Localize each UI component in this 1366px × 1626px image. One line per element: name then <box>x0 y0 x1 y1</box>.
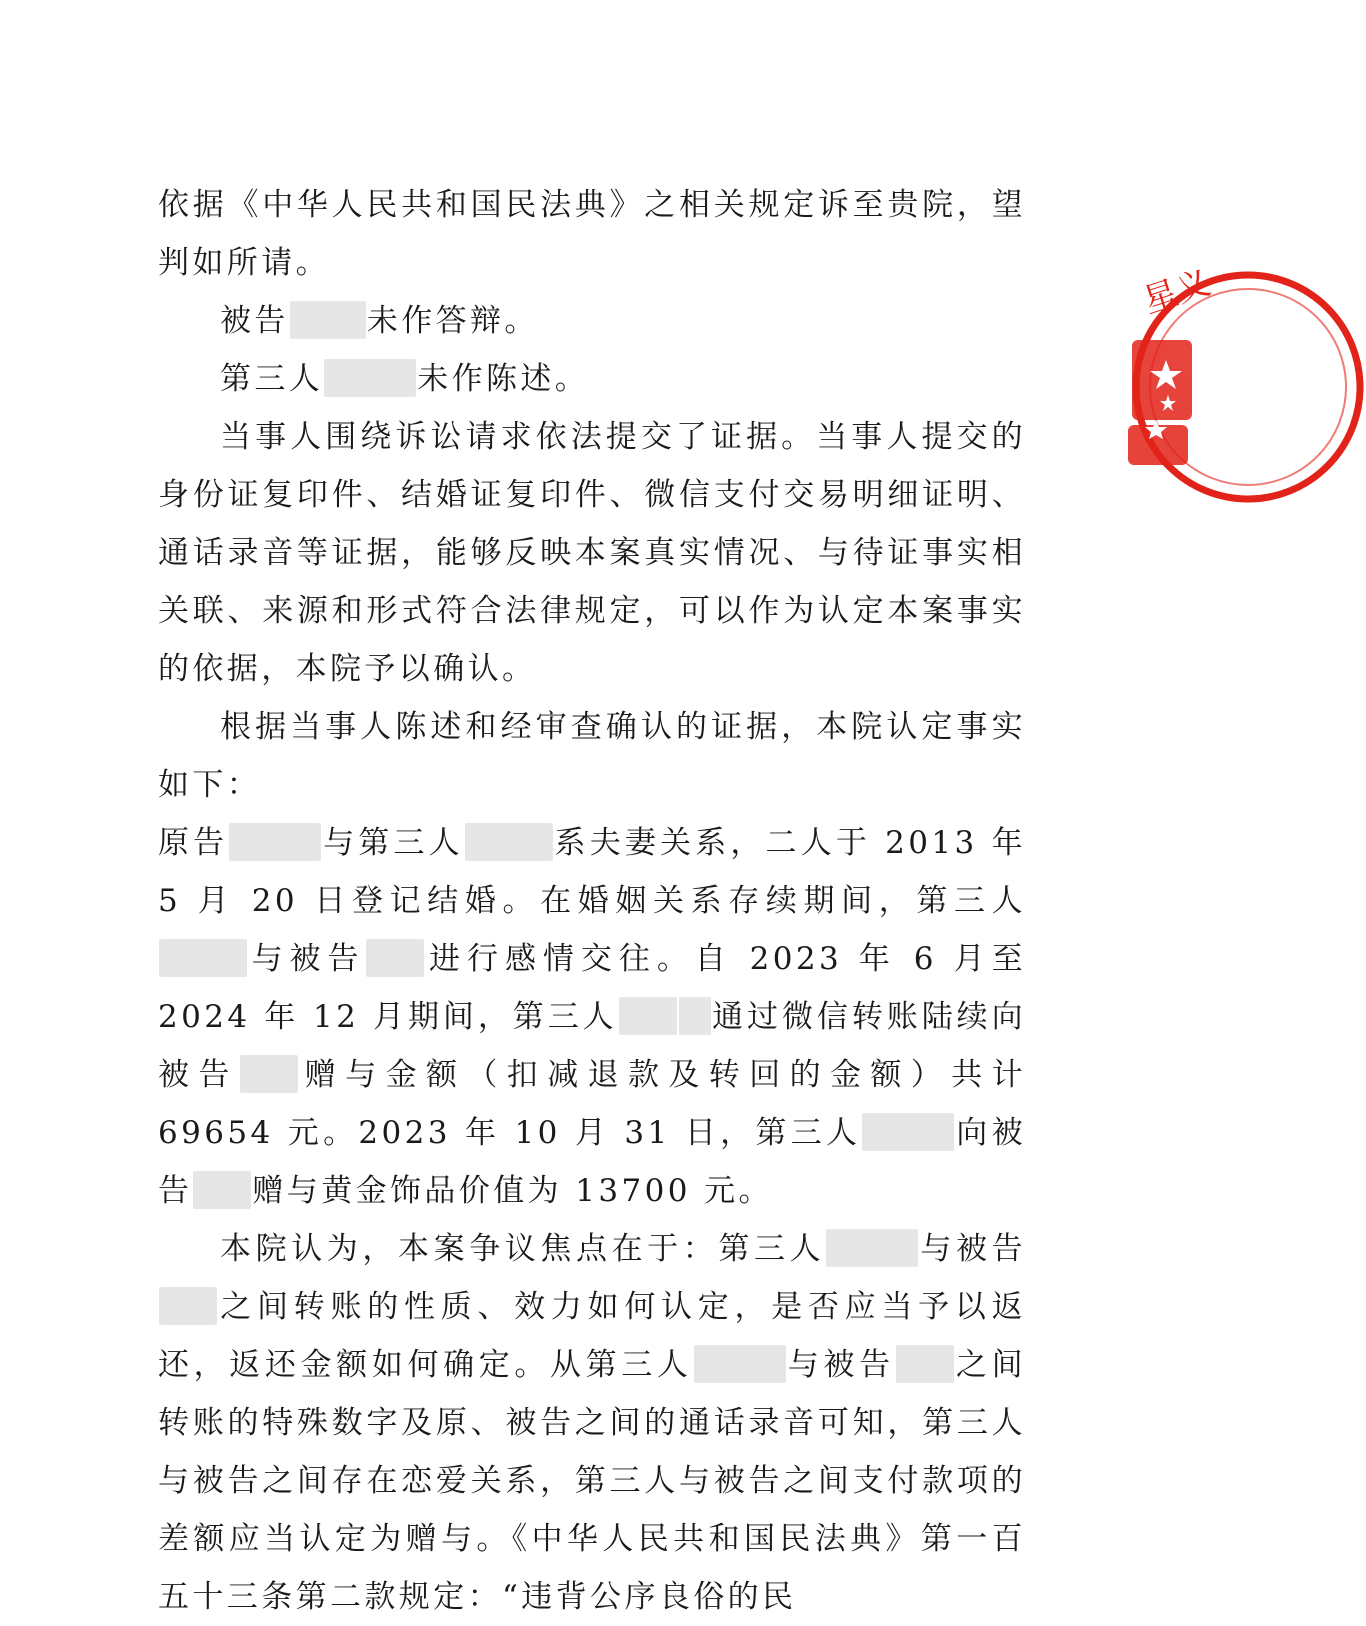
redacted-name <box>290 301 366 339</box>
redacted-name <box>619 997 677 1035</box>
redacted-name <box>896 1345 954 1383</box>
paragraph-facts: 原告 与第三人 系夫妻关系，二人于 2013 年 5 月 20 日登记结婚。在婚姻关系存续期间，第三人与被告 进行感情交往。自 2023 年 6 月至 2024 年 12 月期间，第三人 通过微信转账陆续向被告 赠与金额（扣减退款及转回的金额）共计 69654 元。2023 年 10 月 31 日，第三人 向被告 赠与黄金饰品价值为 13700 元。 <box>158 825 1026 1209</box>
paragraph-facts-intro: 根据当事人陈述和经审查确认的证据，本院认定事实如下： <box>158 709 1026 803</box>
redacted-name <box>193 1171 251 1209</box>
redacted-name <box>159 939 247 977</box>
judgment-text <box>158 176 1026 1626</box>
svg-text:星义: 星义 <box>1138 262 1216 322</box>
paragraph-defendant-reply: 被告 未作答辩。 <box>220 303 539 339</box>
paragraph-conclusion: 依据《中华人民共和国民法典》之相关规定诉至贵院，望判如所请。 <box>158 187 1026 281</box>
redacted-name <box>240 1055 298 1093</box>
redacted-name <box>679 997 711 1035</box>
paragraph-evidence: 当事人围绕诉讼请求依法提交了证据。当事人提交的身份证复印件、结婚证复印件、微信支付交易明细证明、通话录音等证据，能够反映本案真实情况、与待证事实相关联、来源和形式符合法律规定，可以作为认定本案事实的依据，本院予以确认。 <box>158 419 1026 687</box>
redacted-name <box>159 1287 217 1325</box>
redacted-name <box>862 1113 954 1151</box>
redacted-name <box>465 823 553 861</box>
paragraph-third-party-reply: 第三人 未作陈述。 <box>220 361 590 397</box>
redacted-name <box>694 1345 786 1383</box>
paragraph-court-opinion: 本院认为，本案争议焦点在于：第三人 与被告之间转账的性质、效力如何认定，是否应当予以返还，返还金额如何确定。从第三人 与被告 之间转账的特殊数字及原、被告之间的通话录音可知，第三人与被告之间存在恋爱关系，第三人与被告之间支付款项的差额应当认定为赠与。《中华人民共和国民法典》第一百五十三条第二款规定：“违背公序良俗的民 <box>158 1231 1026 1615</box>
redacted-name <box>324 359 416 397</box>
court-seal-stamp <box>1126 262 1216 510</box>
redacted-name <box>229 823 321 861</box>
seal-icon <box>1126 262 1366 510</box>
redacted-name <box>826 1229 918 1267</box>
redacted-name <box>366 939 424 977</box>
